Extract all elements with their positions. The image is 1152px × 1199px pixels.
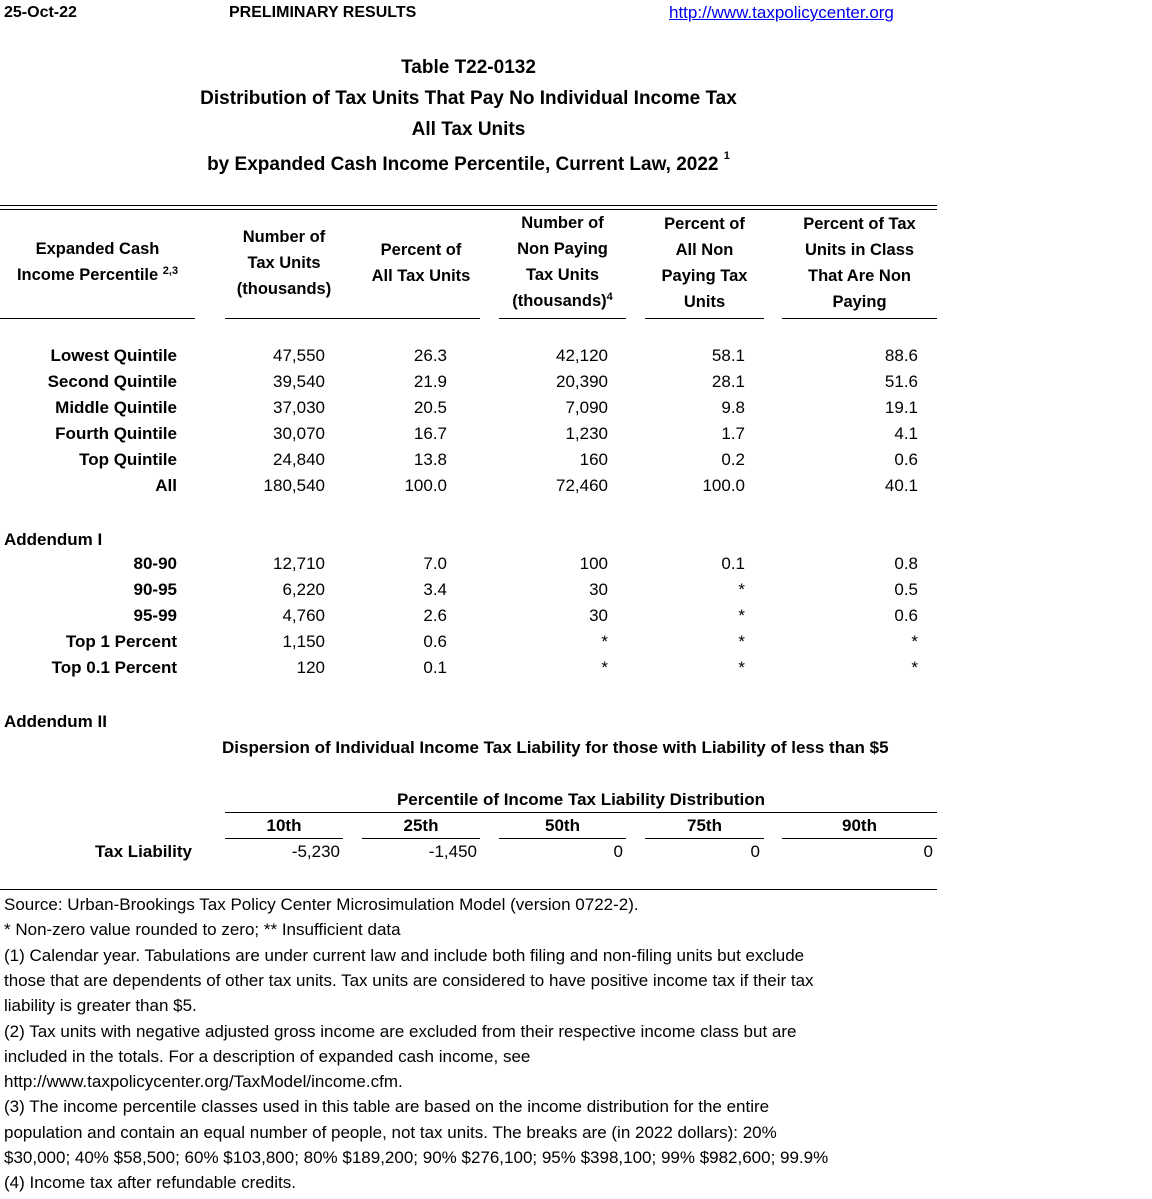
cell-value: 13.8 xyxy=(413,450,447,469)
col-header-line: Percent of xyxy=(664,215,745,233)
cell-value: -5,230 xyxy=(291,842,340,861)
table-row xyxy=(0,554,940,580)
footnote-line: liability is greater than $5. xyxy=(4,996,197,1016)
col-header-line: Non Paying xyxy=(517,240,608,258)
table-id: Table T22-0132 xyxy=(401,57,536,78)
col-header-line: Number of xyxy=(242,228,326,246)
percentile-header: 50th xyxy=(545,816,580,835)
cell-value: 37,030 xyxy=(273,398,325,417)
cell-value: 20.5 xyxy=(413,398,447,417)
cell-value: 1,150 xyxy=(282,632,325,651)
row-label: Top 0.1 Percent xyxy=(51,658,177,677)
cell-value: 0.1 xyxy=(721,554,745,573)
percentile-header: 75th xyxy=(687,816,722,835)
cell-value: 0 xyxy=(750,842,760,861)
cell-value: 24,840 xyxy=(273,450,325,469)
row-label: Middle Quintile xyxy=(55,398,177,417)
col-header-line: Tax Units xyxy=(247,254,321,272)
table-row xyxy=(0,450,940,476)
percentile-header: 10th xyxy=(266,816,302,835)
table-row xyxy=(0,346,940,372)
row-label: Fourth Quintile xyxy=(55,424,177,443)
cell-value: 7,090 xyxy=(565,398,608,417)
row-label: All xyxy=(155,476,177,495)
row-label: 95-99 xyxy=(133,606,177,625)
table-row xyxy=(0,632,940,658)
footnote-line: (4) Income tax after refundable credits. xyxy=(4,1173,296,1193)
col-header-line xyxy=(499,288,626,314)
col-header-number-tax-units xyxy=(225,224,343,302)
footnote-line: Source: Urban-Brookings Tax Policy Center Microsimulation Model (version 0722-2). xyxy=(4,895,639,914)
status-label: PRELIMINARY RESULTS xyxy=(229,4,417,21)
col-header-line: Paying xyxy=(832,293,887,311)
footnote-ref: 1 xyxy=(723,150,730,162)
cell-value: 100.0 xyxy=(404,476,447,495)
double-rule-bottom xyxy=(0,209,937,210)
cell-value: 58.1 xyxy=(711,346,745,365)
cell-value: 1.7 xyxy=(721,424,745,443)
report-date: 25-Oct-22 xyxy=(4,4,77,21)
cell-value: 72,460 xyxy=(556,476,608,495)
col-header-income-percentile xyxy=(0,236,195,288)
col-header-text: Income Percentile xyxy=(16,266,159,284)
col-header-line: Paying Tax xyxy=(661,267,748,285)
footnote-line: (2) Tax units with negative adjusted gross income are excluded from their respective income class but are xyxy=(4,1021,797,1041)
footnote-line: * Non-zero value rounded to zero; ** Insufficient data xyxy=(4,920,401,940)
table-row xyxy=(0,476,940,502)
cell-value: 42,120 xyxy=(556,346,608,365)
cell-value: * xyxy=(911,632,918,651)
cell-value: 0.8 xyxy=(894,554,918,573)
footnote-line: (1) Calendar year. Tabulations are under current law and include both filing and non-filing units but exclude xyxy=(4,945,805,965)
cell-value: 16.7 xyxy=(413,424,447,443)
cell-value: 0.5 xyxy=(894,580,918,599)
row-label: Second Quintile xyxy=(47,372,177,391)
table-subtitle: All Tax Units xyxy=(411,119,526,140)
row-label: 90-95 xyxy=(133,580,177,599)
cell-value: 6,220 xyxy=(282,580,325,599)
addendum-2-title: Addendum II xyxy=(4,712,107,731)
col-header-percent-non-paying xyxy=(645,211,764,315)
percentile-header: 25th xyxy=(403,816,439,835)
col-underline xyxy=(782,838,937,839)
row-label: Top Quintile xyxy=(79,450,177,469)
footnote-ref: 4 xyxy=(606,291,613,303)
col-header-line: Percent of Tax xyxy=(803,215,916,233)
cell-value: 180,540 xyxy=(263,476,325,495)
cell-value: * xyxy=(601,658,608,677)
cell-value: 47,550 xyxy=(273,346,325,365)
table-row xyxy=(0,580,940,606)
col-header-line: Tax Units xyxy=(525,266,600,284)
col-underline xyxy=(782,318,937,319)
cell-value: 0.1 xyxy=(423,658,447,677)
col-underline xyxy=(0,318,195,319)
table-subtitle-2 xyxy=(0,150,937,176)
col-underline xyxy=(225,318,480,319)
cell-value: 30 xyxy=(589,580,608,599)
cell-value: 9.8 xyxy=(721,398,745,417)
cell-value: 28.1 xyxy=(711,372,745,391)
col-header-percent-all-tax-units xyxy=(362,237,480,289)
col-underline xyxy=(645,318,764,319)
footnote-line: (3) The income percentile classes used in this table are based on the income distribution for the entire xyxy=(4,1097,770,1117)
cell-value: 0.2 xyxy=(721,450,745,469)
footnote-ref: 2,3 xyxy=(162,265,179,277)
row-label: Tax Liability xyxy=(95,842,192,861)
col-header-number-non-paying xyxy=(499,210,626,314)
col-header-line: Expanded Cash xyxy=(35,240,160,258)
table-row xyxy=(0,372,940,398)
table-row xyxy=(0,424,940,450)
cell-value: 1,230 xyxy=(565,424,608,443)
cell-value: * xyxy=(601,632,608,651)
cell-value: 12,710 xyxy=(273,554,325,573)
cell-value: 51.6 xyxy=(884,372,918,391)
col-header-line: Units xyxy=(683,293,726,311)
col-header-line: (thousands) xyxy=(236,280,332,298)
col-header-text: (thousands) xyxy=(512,292,607,310)
footnote-line: http://www.taxpolicycenter.org/TaxModel/income.cfm. xyxy=(4,1072,403,1092)
cell-value: 100.0 xyxy=(702,476,745,495)
footnote-line: $30,000; 40% $58,500; 60% $103,800; 80% $189,200; 90% $276,100; 95% $398,100; 99% $982,600; 99.9% xyxy=(4,1148,829,1167)
cell-value: 88.6 xyxy=(884,346,918,365)
cell-value: -1,450 xyxy=(428,842,477,861)
col-underline xyxy=(499,838,626,839)
cell-value: 0 xyxy=(923,842,933,861)
cell-value: 19.1 xyxy=(884,398,918,417)
cell-value: 21.9 xyxy=(413,372,447,391)
col-header-line: Units in Class xyxy=(804,241,915,259)
col-header-line xyxy=(0,262,195,288)
cell-value: * xyxy=(738,632,745,651)
cell-value: 39,540 xyxy=(273,372,325,391)
cell-value: 26.3 xyxy=(413,346,447,365)
row-label: Lowest Quintile xyxy=(50,346,177,365)
table-row xyxy=(0,398,940,424)
footnote-line: included in the totals. For a description of expanded cash income, see xyxy=(4,1046,531,1066)
subtitle-text: by Expanded Cash Income Percentile, Current Law, 2022 xyxy=(207,154,719,175)
website-link[interactable]: http://www.taxpolicycenter.org xyxy=(669,3,894,22)
row-label: Top 1 Percent xyxy=(65,632,177,651)
footnote-line: population and contain an equal number of people, not tax units. The breaks are (in 2022 dollars): 20% xyxy=(4,1122,777,1142)
tax-liability-row xyxy=(0,842,940,868)
cell-value: 40.1 xyxy=(884,476,918,495)
cell-value: 30 xyxy=(589,606,608,625)
table-title: Distribution of Tax Units That Pay No Individual Income Tax xyxy=(200,88,737,109)
cell-value: 0.6 xyxy=(894,606,918,625)
cell-value: 4,760 xyxy=(282,606,325,625)
col-header-line: All Non xyxy=(675,241,734,259)
cell-value: 0.6 xyxy=(423,632,447,651)
cell-value: 30,070 xyxy=(273,424,325,443)
footnote-line: those that are dependents of other tax units. Tax units are considered to have positive income tax if their tax xyxy=(4,970,814,990)
cell-value: 120 xyxy=(296,658,325,677)
col-underline xyxy=(645,838,764,839)
double-rule-top xyxy=(0,205,937,206)
cell-value: 100 xyxy=(579,554,608,573)
row-label: 80-90 xyxy=(133,554,177,573)
cell-value: * xyxy=(738,606,745,625)
cell-value: 4.1 xyxy=(894,424,918,443)
cell-value: * xyxy=(738,658,745,677)
col-header-line: Percent of xyxy=(380,241,462,259)
cell-value: 20,390 xyxy=(556,372,608,391)
addendum-2-subtitle: Dispersion of Individual Income Tax Liability for those with Liability of less than $5 xyxy=(222,738,889,757)
percentile-group-header: Percentile of Income Tax Liability Distribution xyxy=(396,790,766,809)
table-row xyxy=(0,658,940,684)
cell-value: 3.4 xyxy=(423,580,447,599)
addendum-1-title: Addendum I xyxy=(4,530,103,549)
col-underline xyxy=(499,318,626,319)
percentile-header: 90th xyxy=(842,816,877,835)
cell-value: 160 xyxy=(579,450,608,469)
table-row xyxy=(0,606,940,632)
col-underline xyxy=(362,838,480,839)
group-header-underline xyxy=(225,812,937,813)
col-header-line: Number of xyxy=(521,214,604,232)
col-underline xyxy=(225,838,343,839)
notes-rule xyxy=(0,889,937,890)
col-header-line: That Are Non xyxy=(808,267,911,285)
cell-value: 0 xyxy=(613,842,623,861)
cell-value: 0.6 xyxy=(894,450,918,469)
col-header-percent-in-class xyxy=(782,211,937,315)
cell-value: 7.0 xyxy=(423,554,447,573)
col-header-line: All Tax Units xyxy=(371,267,471,285)
cell-value: 2.6 xyxy=(423,606,447,625)
cell-value: * xyxy=(738,580,745,599)
cell-value: * xyxy=(911,658,918,677)
